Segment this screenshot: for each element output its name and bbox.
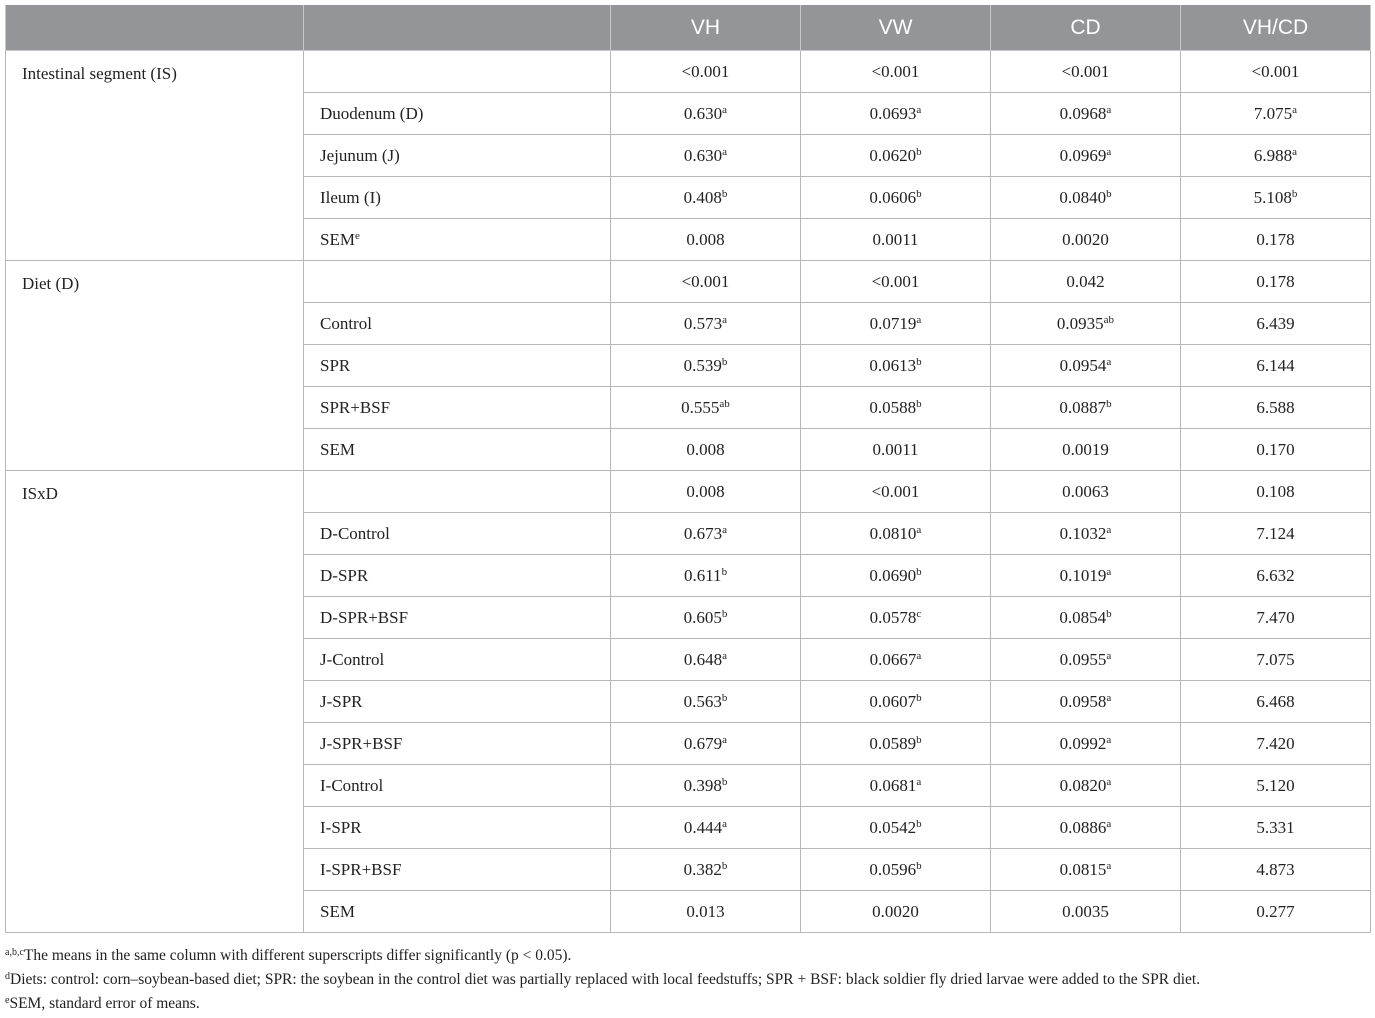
cell-value: 6.144	[1256, 355, 1295, 375]
cell-superscript: a	[1106, 733, 1112, 746]
cell-superscript: b	[721, 565, 728, 578]
group-label: ISxD	[22, 484, 58, 503]
cell-superscript: a	[1106, 859, 1112, 872]
row-label: D-SPR+BSF	[320, 607, 409, 627]
value-cell	[1181, 555, 1371, 597]
value-cell	[801, 303, 991, 345]
cell-value: 0.178	[1256, 229, 1295, 249]
cell-value: 0.382	[683, 859, 722, 879]
value-cell	[991, 303, 1181, 345]
row-label-cell	[304, 597, 611, 639]
cell-value: 0.0606	[869, 187, 917, 207]
footnote-marker: e	[5, 995, 10, 1006]
row-label-cell	[304, 513, 611, 555]
table-body	[6, 51, 1371, 933]
row-label-cell	[304, 807, 611, 849]
row-label-cell	[304, 471, 611, 513]
value-cell	[1181, 891, 1371, 933]
value-cell	[611, 555, 801, 597]
cell-value: <0.001	[871, 481, 920, 501]
cell-value: 0.0607	[869, 691, 917, 711]
row-label: I-SPR	[320, 817, 362, 837]
cell-superscript: b	[916, 397, 922, 410]
cell-value: 0.008	[686, 439, 725, 459]
value-cell	[611, 849, 801, 891]
cell-value: 0.170	[1256, 439, 1295, 459]
cell-value: 0.611	[683, 565, 722, 585]
cell-superscript: a	[916, 649, 922, 662]
cell-value: 0.0854	[1059, 607, 1107, 627]
cell-superscript: b	[721, 859, 728, 872]
footnote	[5, 968, 1370, 992]
cell-superscript: b	[1106, 397, 1112, 410]
table-row	[6, 261, 1371, 303]
value-cell	[801, 807, 991, 849]
value-cell	[1181, 261, 1371, 303]
cell-value: <0.001	[1251, 61, 1300, 81]
cell-value: 0.0954	[1059, 355, 1107, 375]
value-cell	[1181, 597, 1371, 639]
cell-value: 0.008	[686, 481, 725, 501]
cell-value: 0.0613	[869, 355, 917, 375]
cell-superscript: a	[1106, 691, 1112, 704]
value-cell	[1181, 345, 1371, 387]
cell-value: <0.001	[871, 271, 920, 291]
row-label-cell	[304, 681, 611, 723]
header-cell-cd: CD	[991, 5, 1181, 51]
row-label-cell	[304, 51, 611, 93]
row-label: Control	[320, 313, 372, 333]
footnote-text: Diets: control: corn–soybean-based diet; SPR: the soybean in the control diet was partially replaced with local feedstuffs; SPR + BSF: black soldier fly dried larvae were added to the SPR diet.	[10, 971, 1201, 988]
row-label-cell	[304, 261, 611, 303]
row-label: D-Control	[320, 523, 390, 543]
header-row	[6, 5, 1371, 51]
group-label: Intestinal segment (IS)	[22, 64, 177, 83]
value-cell	[1181, 723, 1371, 765]
cell-superscript: b	[1291, 187, 1298, 200]
row-label-cell	[304, 639, 611, 681]
value-cell	[1181, 513, 1371, 555]
table-row	[6, 471, 1371, 513]
cell-value: 0.539	[683, 355, 722, 375]
cell-value: 6.439	[1256, 313, 1295, 333]
cell-value: 0.0955	[1059, 649, 1107, 669]
row-label: Duodenum (D)	[320, 103, 424, 123]
table-header	[6, 5, 1371, 51]
cell-superscript: a	[1106, 145, 1112, 158]
value-cell	[611, 513, 801, 555]
cell-value: 7.124	[1256, 523, 1295, 543]
value-cell	[611, 219, 801, 261]
value-cell	[991, 261, 1181, 303]
cell-superscript: a	[1292, 145, 1298, 158]
cell-value: 0.013	[686, 901, 725, 921]
value-cell	[801, 219, 991, 261]
cell-value: 0.0693	[869, 103, 917, 123]
value-cell	[611, 387, 801, 429]
footnote-text: The means in the same column with different superscripts differ significantly (p < 0.05).	[23, 947, 572, 964]
cell-value: 0.1032	[1059, 523, 1107, 543]
footnote-marker: d	[5, 971, 10, 982]
cell-value: 0.0578	[869, 607, 917, 627]
cell-value: 0.0019	[1062, 439, 1109, 459]
footnotes	[5, 944, 1370, 1016]
cell-superscript: a	[1106, 355, 1112, 368]
cell-value: 0.008	[686, 229, 725, 249]
row-label: SPR+BSF	[320, 397, 391, 417]
cell-superscript: a	[1292, 103, 1298, 116]
cell-value: 0.679	[683, 733, 723, 753]
row-label-cell	[304, 723, 611, 765]
row-label-cell	[304, 555, 611, 597]
value-cell	[801, 345, 991, 387]
cell-value: 0.0958	[1059, 691, 1107, 711]
cell-value: 0.0887	[1059, 397, 1107, 417]
cell-value: <0.001	[871, 61, 920, 81]
value-cell	[611, 639, 801, 681]
value-cell	[611, 303, 801, 345]
value-cell	[991, 177, 1181, 219]
row-label-cell	[304, 219, 611, 261]
cell-value: 0.0020	[1062, 229, 1109, 249]
cell-superscript: a	[916, 103, 922, 116]
value-cell	[991, 387, 1181, 429]
cell-value: 6.468	[1256, 691, 1295, 711]
cell-superscript: b	[916, 187, 922, 200]
cell-superscript: a	[722, 649, 728, 662]
cell-value: 0.0588	[869, 397, 917, 417]
cell-superscript: a	[916, 313, 922, 326]
cell-superscript: b	[721, 355, 728, 368]
value-cell	[801, 429, 991, 471]
value-cell	[1181, 681, 1371, 723]
cell-superscript: a	[722, 817, 728, 830]
value-cell	[801, 93, 991, 135]
cell-value: 6.588	[1256, 397, 1295, 417]
value-cell	[1181, 807, 1371, 849]
cell-value: 0.408	[683, 187, 722, 207]
value-cell	[611, 765, 801, 807]
cell-superscript: a	[1106, 775, 1112, 788]
row-label-cell	[304, 891, 611, 933]
value-cell	[611, 177, 801, 219]
cell-superscript: a	[916, 523, 922, 536]
value-cell	[611, 807, 801, 849]
value-cell	[801, 639, 991, 681]
value-cell	[991, 219, 1181, 261]
cell-value: 0.0690	[869, 565, 917, 585]
row-label: Ileum (I)	[320, 187, 381, 207]
cell-value: 6.632	[1256, 565, 1295, 585]
value-cell	[1181, 219, 1371, 261]
value-cell	[991, 555, 1181, 597]
cell-value: 7.075	[1253, 103, 1293, 123]
cell-value: 5.120	[1256, 775, 1295, 795]
value-cell	[991, 597, 1181, 639]
cell-superscript: a	[1106, 817, 1112, 830]
row-label-cell	[304, 429, 611, 471]
value-cell	[611, 51, 801, 93]
cell-value: 0.0542	[869, 817, 917, 837]
value-cell	[1181, 93, 1371, 135]
cell-value: 0.444	[683, 817, 723, 837]
cell-superscript: b	[916, 145, 922, 158]
row-label-cell	[304, 177, 611, 219]
value-cell	[611, 597, 801, 639]
value-cell	[1181, 639, 1371, 681]
value-cell	[801, 471, 991, 513]
cell-superscript: b	[721, 775, 728, 788]
cell-superscript: b	[916, 565, 922, 578]
value-cell	[611, 345, 801, 387]
value-cell	[611, 891, 801, 933]
group-label: Diet (D)	[22, 274, 80, 293]
header-cell-vw: VW	[801, 5, 991, 51]
cell-value: 0.630	[683, 145, 723, 165]
value-cell	[801, 597, 991, 639]
cell-value: 0.0063	[1062, 481, 1109, 501]
cell-value: 0.0935	[1056, 313, 1104, 333]
value-cell	[611, 723, 801, 765]
cell-value: 0.0681	[869, 775, 917, 795]
value-cell	[611, 93, 801, 135]
row-label: D-SPR	[320, 565, 369, 585]
cell-superscript: b	[721, 607, 728, 620]
cell-value: 0.0620	[869, 145, 917, 165]
value-cell	[611, 135, 801, 177]
value-cell	[991, 93, 1181, 135]
cell-value: 0.0969	[1059, 145, 1107, 165]
value-cell	[1181, 387, 1371, 429]
cell-superscript: a	[1106, 103, 1112, 116]
value-cell	[991, 51, 1181, 93]
cell-superscript: a	[722, 733, 728, 746]
value-cell	[1181, 471, 1371, 513]
value-cell	[801, 135, 991, 177]
cell-value: 0.0810	[869, 523, 917, 543]
cell-value: 6.988	[1253, 145, 1293, 165]
value-cell	[991, 135, 1181, 177]
cell-value: 0.0035	[1062, 901, 1109, 921]
cell-superscript: a	[1106, 649, 1112, 662]
row-label-cell	[304, 93, 611, 135]
group-label-cell	[6, 261, 304, 471]
header-cell-factor	[6, 5, 304, 51]
header-cell-vh-cd: VH/CD	[1181, 5, 1371, 51]
row-label: I-SPR+BSF	[320, 859, 402, 879]
cell-superscript: b	[916, 859, 922, 872]
cell-value: 0.178	[1256, 271, 1295, 291]
row-label: SEM	[320, 229, 355, 249]
cell-value: 0.277	[1256, 901, 1295, 921]
footnote	[5, 992, 1370, 1016]
row-label: J-SPR	[320, 691, 363, 711]
footnote-text: SEM, standard error of means.	[9, 995, 200, 1012]
value-cell	[1181, 429, 1371, 471]
cell-value: 0.605	[683, 607, 722, 627]
value-cell	[611, 471, 801, 513]
value-cell	[1181, 303, 1371, 345]
cell-value: 0.0020	[872, 901, 919, 921]
cell-value: 0.0815	[1059, 859, 1107, 879]
cell-value: 0.0820	[1059, 775, 1107, 795]
value-cell	[991, 891, 1181, 933]
value-cell	[1181, 51, 1371, 93]
cell-superscript: b	[916, 691, 922, 704]
cell-value: 5.108	[1253, 187, 1292, 207]
row-label: SEM	[320, 439, 355, 459]
value-cell	[1181, 177, 1371, 219]
cell-value: 0.108	[1256, 481, 1295, 501]
cell-value: 0.0011	[872, 439, 919, 459]
value-cell	[991, 345, 1181, 387]
cell-value: 0.1019	[1059, 565, 1107, 585]
cell-value: 0.0011	[872, 229, 919, 249]
cell-value: 0.0886	[1059, 817, 1107, 837]
row-label-cell	[304, 303, 611, 345]
cell-superscript: b	[916, 733, 922, 746]
footnote-marker: a,b,c	[5, 947, 24, 958]
cell-value: 0.0719	[869, 313, 917, 333]
value-cell	[991, 723, 1181, 765]
value-cell	[801, 681, 991, 723]
cell-value: 0.0596	[869, 859, 917, 879]
value-cell	[1181, 765, 1371, 807]
cell-value: 0.630	[683, 103, 723, 123]
value-cell	[801, 555, 991, 597]
value-cell	[801, 891, 991, 933]
cell-superscript: b	[1106, 607, 1112, 620]
group-label-cell	[6, 471, 304, 933]
cell-value: 0.0968	[1059, 103, 1107, 123]
cell-value: 0.648	[683, 649, 723, 669]
row-label: Jejunum (J)	[320, 145, 400, 165]
value-cell	[801, 51, 991, 93]
cell-value: 0.555	[681, 397, 720, 417]
row-label: SPR	[320, 355, 351, 375]
results-table	[5, 5, 1371, 933]
cell-value: 4.873	[1256, 859, 1295, 879]
cell-value: <0.001	[681, 61, 730, 81]
header-cell-level	[304, 5, 611, 51]
cell-superscript: b	[721, 691, 728, 704]
cell-superscript: a	[722, 523, 728, 536]
cell-value: <0.001	[681, 271, 730, 291]
cell-value: 0.573	[683, 313, 723, 333]
cell-value: 0.398	[683, 775, 722, 795]
cell-value: 7.420	[1256, 733, 1295, 753]
row-label-cell	[304, 765, 611, 807]
value-cell	[611, 261, 801, 303]
value-cell	[991, 765, 1181, 807]
table-row	[6, 51, 1371, 93]
row-label: SEM	[320, 901, 355, 921]
cell-superscript: b	[1106, 187, 1112, 200]
row-label: J-Control	[320, 649, 385, 669]
cell-superscript: b	[916, 355, 922, 368]
row-label: I-Control	[320, 775, 384, 795]
value-cell	[991, 471, 1181, 513]
row-label-superscript: e	[354, 229, 360, 242]
cell-value: 0.673	[683, 523, 723, 543]
row-label-cell	[304, 849, 611, 891]
value-cell	[991, 639, 1181, 681]
value-cell	[1181, 135, 1371, 177]
value-cell	[801, 723, 991, 765]
value-cell	[611, 429, 801, 471]
value-cell	[801, 261, 991, 303]
value-cell	[991, 807, 1181, 849]
value-cell	[611, 681, 801, 723]
cell-superscript: a	[722, 145, 728, 158]
value-cell	[801, 513, 991, 555]
cell-superscript: a	[916, 775, 922, 788]
cell-superscript: ab	[719, 397, 730, 410]
cell-value: 0.0840	[1059, 187, 1107, 207]
cell-superscript: b	[916, 817, 922, 830]
value-cell	[801, 387, 991, 429]
row-label: J-SPR+BSF	[320, 733, 403, 753]
value-cell	[991, 849, 1181, 891]
value-cell	[991, 513, 1181, 555]
cell-superscript: c	[916, 607, 922, 620]
cell-superscript: a	[1106, 523, 1112, 536]
cell-value: 0.0589	[869, 733, 917, 753]
cell-value: 0.0992	[1059, 733, 1107, 753]
cell-value: 7.075	[1256, 649, 1295, 669]
value-cell	[991, 429, 1181, 471]
cell-superscript: a	[722, 313, 728, 326]
row-label-cell	[304, 135, 611, 177]
group-label-cell	[6, 51, 304, 261]
cell-value: 0.042	[1066, 271, 1105, 291]
cell-superscript: a	[1106, 565, 1112, 578]
row-label-cell	[304, 345, 611, 387]
value-cell	[801, 765, 991, 807]
cell-value: 0.0667	[869, 649, 917, 669]
value-cell	[991, 681, 1181, 723]
cell-value: 5.331	[1256, 817, 1295, 837]
cell-value: 0.563	[683, 691, 722, 711]
cell-value: 7.470	[1256, 607, 1295, 627]
value-cell	[801, 849, 991, 891]
cell-superscript: ab	[1103, 313, 1115, 326]
footnote	[5, 944, 1370, 968]
cell-value: <0.001	[1061, 61, 1110, 81]
value-cell	[1181, 849, 1371, 891]
cell-superscript: b	[721, 187, 728, 200]
cell-superscript: a	[722, 103, 728, 116]
value-cell	[801, 177, 991, 219]
row-label-cell	[304, 387, 611, 429]
header-cell-vh: VH	[611, 5, 801, 51]
